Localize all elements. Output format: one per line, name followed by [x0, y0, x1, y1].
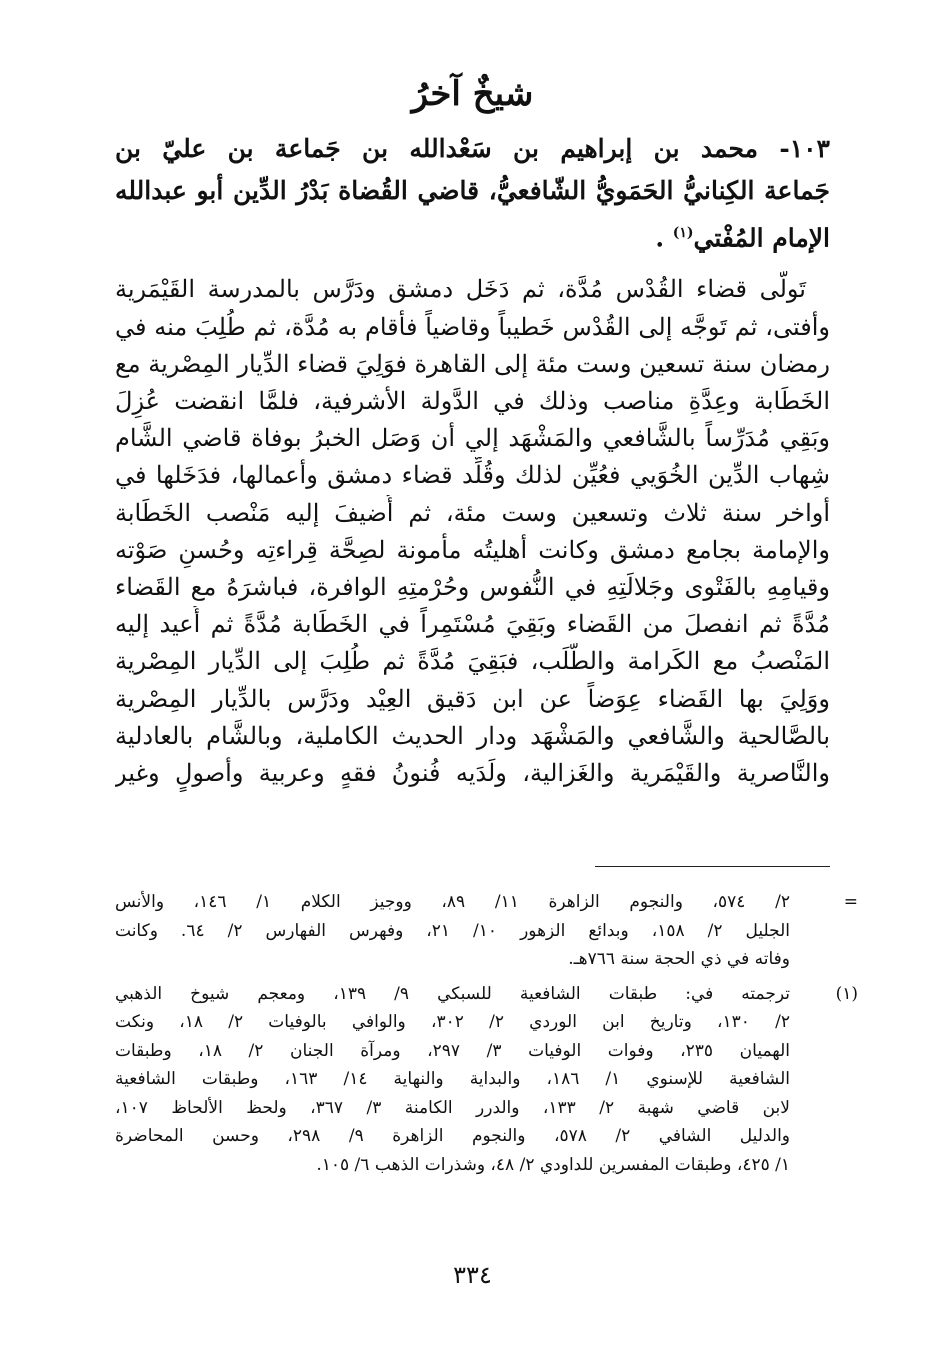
footnote-line: ١/ ٤٢٥، وطبقات المفسرين للداودي ٢/ ٤٨، وشذرات الذهب ٦/ ١٠٥.: [316, 1154, 790, 1175]
footnote-reference[interactable]: (١): [672, 225, 694, 241]
body-line: والإمامة بجامع دمشق وكانت أهليتُه مأمونة لصِحَّة قِراءتِه وحُسنِ صَوْته: [115, 535, 830, 564]
footnote-separator: [595, 866, 830, 867]
footnote-line: ٢/ ١٣٠، وتاريخ ابن الوردي ٢/ ٣٠٢، والوافي بالوفيات ٢/ ١٨، ونكت: [115, 1012, 790, 1032]
footnote-line: الشافعية للإسنوي ١/ ١٨٦، والبداية والنهاية ١٤/ ١٦٣، وطبقات الشافعية: [115, 1069, 790, 1089]
footnote-line: ٢/ ٥٧٤، والنجوم الزاهرة ١١/ ٨٩، ووجيز الكلام ١/ ١٤٦، والأنس: [115, 892, 790, 912]
footnote-line: لابن قاضي شهبة ٢/ ١٣٣، والدرر الكامنة ٣/ ٣٦٧، ولحظ الألحاظ ١٠٧،: [115, 1097, 790, 1118]
heading-line-text: الإمام المُفْتي: [693, 223, 830, 253]
footnote-line: وفاته في ذي الحجة سنة ٧٦٦هـ.: [568, 949, 790, 969]
footnotes: [115, 888, 858, 1185]
heading-end: .: [655, 223, 673, 253]
body-line: ووَلِيَ بها القَضاء عِوَضاً عن ابن دَقيق العِيْد ودَرَّس بالدِّيار المِصْرية: [115, 684, 830, 713]
body-line: الخَطَابة وعِدَّةِ مناصب وذلك في الدَّولة الأشرفية، فلمَّا انقضت عُزِلَ: [115, 386, 830, 415]
body-line: وأفتى، ثم تَوجَّه إلى القُدْس خَطيباً وقاضياً فأقام به مُدَّة، ثم طُلِبَ منه في: [115, 312, 830, 341]
body-line: أواخر سنة ثلاث وتسعين وست مئة، ثم أُضيفَ إليه مَنْصب الخَطَابة: [115, 498, 830, 527]
body-line: المَنْصبُ مع الكَرامة والطَّلَب، فبَقِيَ مُدَّةً ثم طُلِبَ إلى الدِّيار المِصْرية: [115, 647, 830, 676]
biography-heading: [115, 128, 830, 259]
body-line: وبَقِي مُدَرِّساً بالشَّافعي والمَشْهَد إلي أن وَصَل الخبرُ بوفاة قاضي الشَّام: [115, 424, 830, 453]
body-line: تَولَّى قضاء القُدْس مُدَّة، ثم دَخَل دمشق ودَرَّس بالمدرسة القَيْمَرية: [115, 275, 806, 304]
footnote-marker: (١): [835, 983, 858, 1004]
footnote-line: الجليل ٢/ ١٥٨، وبدائع الزهور ١٠/ ٢١، وفهرس الفهارس ٢/ ٦٤. وكانت: [115, 920, 790, 941]
heading-line-last: [115, 212, 830, 259]
body-line: بالصَّالحية والشَّافعي والمَشْهَد ودار الحديث الكاملية، وبالشَّام بالعادلية: [115, 721, 830, 750]
body-line: رمضان سنة تسعين وست مئة إلى القاهرة فوَلِيَ قضاء الدِّيار المِصْرية مع: [115, 349, 830, 378]
footnote-line: ترجمته في: طبقات الشافعية للسبكي ٩/ ١٣٩، ومعجم شيوخ الذهبي: [115, 983, 790, 1004]
heading-line: جَماعة الكِنانيُّ الحَمَويُّ الشّافعيُّ، قاضي القُضاة بَدْرُ الدِّين أبو عبدالله: [115, 176, 831, 205]
footnote-continued: [115, 888, 858, 974]
footnote-line: الهميان ٢٣٥، وفوات الوفيات ٣/ ٢٩٧، ومرآة الجنان ٢/ ١٨، وطبقات: [115, 1040, 790, 1061]
footnote-marker: =: [843, 892, 858, 912]
body-line: وقيامِهِ بالفَتْوى وجَلالَتِهِ في النُّفوس وحُرْمتِهِ الوافرة، فباشرَهُ مع القَضاء: [115, 572, 830, 601]
biography-body: [115, 271, 830, 792]
body-line: شِهاب الدِّين الخُوَيي فعُيِّن لذلك وقُلِّد قضاء دمشق وأعمالها، فدَخَلها في: [115, 461, 830, 490]
page-number: ٣٣٤: [453, 1261, 492, 1289]
footnote-1: [115, 980, 858, 1180]
heading-line: ١٠٣- محمد بن إبراهيم بن سَعْدالله بن جَماعة بن عليّ بن: [115, 134, 830, 163]
footnote-line: والدليل الشافي ٢/ ٥٧٨، والنجوم الزاهرة ٩/ ٢٩٨، وحسن المحاضرة: [115, 1126, 790, 1146]
section-title: شيخٌ آخرُ: [411, 74, 534, 114]
book-page: [115, 70, 858, 1360]
body-line: مُدَّةً ثم انفصلَ من القَضاء وبَقِيَ مُسْتَمِراً في الخَطَابة مُدَّةً ثم أُعيد إليه: [115, 610, 830, 639]
body-line: والنَّاصرية والقَيْمَرية والغَزالية، ولَدَيه فُنونُ فقهٍ وعربية وأصولٍ وغير: [115, 758, 830, 787]
